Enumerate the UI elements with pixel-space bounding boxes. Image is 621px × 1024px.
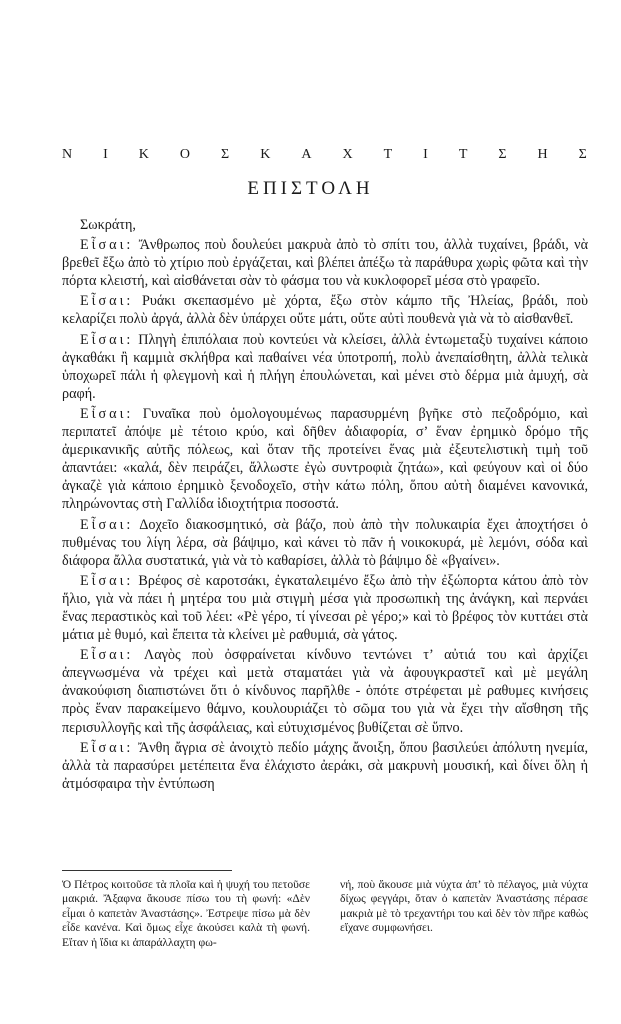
author-letter: Ι — [103, 147, 108, 162]
paragraph-lead: Εἶσαι: — [80, 405, 134, 422]
letter-paragraph — [62, 572, 588, 644]
footnote-left-column: Ὁ Πέτρος κοιτοῦσε τὰ πλοῖα καὶ ἡ ψυχή του πετοῦσε μακριά. Ἄξαφνα ἄκουσε πίσω του τὴ φωνή: «Δὲν εἶμαι ὁ καπετὰν Ἀναστάσης». Ἐστρεψε πίσω μὰ δὲν εἶδε κανένα. Καὶ ὅμως εἶχε ἀκούσει καλὰ τὴ φωνή. Εἴταν ἡ ἴδια κι ἀπαράλλαχτη φω- — [62, 878, 310, 949]
paragraph-lead: Εἶσαι: — [80, 516, 134, 533]
footnote-rule — [62, 870, 232, 871]
footnotes — [62, 878, 588, 950]
paragraph-lead: Εἶσαι: — [80, 572, 134, 589]
author-letter: Η — [537, 147, 548, 162]
paragraph-text: Δοχεῖο διακοσμητικό, σὰ βάζο, ποὺ ἀπὸ τὴν πολυκαιρία ἔχει ἀποχτήσει ὁ πυθμένας του λίγη λέρα, σὰ βάψιμο, καὶ κάνει τὸ πᾶν ἡ νοικοκυρά, μὲ λεμόνι, σόδα καὶ διάφορα ἄλλα συστατικά, γιὰ νὰ τὸ καθαρίσει, ἀλλὰ τὸ βάψιμο δὲ «βγαίνει». — [62, 516, 588, 569]
letter-paragraph — [62, 405, 588, 514]
paragraph-text: Ἄνθη ἄγρια σὲ ἀνοιχτὸ πεδίο μάχης ἄνοιξη, ὅπου βασιλεύει ἀπόλυτη ηνεμία, ἀλλὰ τὰ παρασύρει μετέπειτα ἕνα ἐλάχιστο ἀεράκι, σὰ μακρυνὴ μουσική, καὶ δίνει ὅλη ἡ ἀτμόσφαιρα τὴν ἐντύπωση — [62, 739, 588, 792]
letter-body — [62, 216, 588, 795]
paragraph-text: Βρέφος σὲ καροτσάκι, ἐγκαταλειμένο ἔξω ἀπὸ τὴν ἐξώπορτα κάτου ἀπὸ τὸν ἥλιο, γιὰ νὰ πάει ἡ μητέρα του μιὰ στιγμὴ μέσα γιὰ προσωπικὴ της ἀνάγκη, καὶ περνάει ἕνας περαστικὸς καὶ τοῦ λέει: «Ρὲ γέρο, τί γίνεσαι ρὲ γέρο;» καὶ τὸ βρέφος τὸν κυττάει στὰ μάτια μὲ θυμό, καὶ ἔπειτα τὰ κλείνει μὲ ραθυμιά, σὰ γάτος. — [62, 572, 588, 644]
author-letter: Χ — [342, 147, 353, 162]
author-letter: Τ — [458, 147, 468, 162]
letter-paragraph — [62, 292, 588, 328]
paragraph-lead: Εἶσαι: — [80, 647, 134, 664]
author-letter: Κ — [138, 147, 149, 162]
paragraph-lead: Εἶσαι: — [80, 237, 134, 254]
paragraph-lead: Εἶσαι: — [80, 293, 134, 310]
paragraph-text: Γυναῖκα ποὺ ὁμολογουμένως παρασυρμένη βγῆκε στὸ πεζοδρόμιο, καὶ περιπατεῖ ἀπόψε μὲ τέτοιο κρύο, καὶ δῆθεν ἀδιαφορία, σ’ ἕναν ἐρημικὸ δρόμο τῆς ἀμερικανικῆς αὐτῆς πόλεως, καὶ ὅταν τῆς προτείνει ἕνας μιὰ ἐξευτελιστικὴ τιμὴ τοῦ ἀπαντάει: «καλά, δὲν πειράζει, ἄλλωστε ἐγὼ συντροφιὰ ζητάω», καὶ φεύγουν καὶ οἱ δύο ἀγκαζὲ γιὰ κάποιο ἐρημικὸ ξενοδοχεῖο, στὴν κάτω πόλη, ὅπου αὐτὴ διαμένει κανονικά, πληρώνοντας στὴ Γαλλίδα ἰδιοχτήτρια ποσοστά. — [62, 405, 588, 513]
paragraph-text: Ἄνθρωπος ποὺ δουλεύει μακρυὰ ἀπὸ τὸ σπίτι του, ἀλλὰ τυχαίνει, βράδι, νὰ βρεθεῖ ἔξω ἀπὸ τὸ χτίριο ποὺ ἐργάζεται, καὶ βλέπει ἀπέξω τὰ παράθυρα χωρὶς φῶτα καὶ τὴν πόρτα κλειστή, καὶ αἰσθάνεται σὰν τὸ φάσμα του νὰ κυκλοφορεῖ μέσα στὸ γραφεῖο. — [62, 237, 588, 290]
paragraph-text: Πληγὴ ἐπιπόλαια ποὺ κοντεύει νὰ κλείσει, ἀλλὰ ἐντωμεταξὺ τυχαίνει κάποιο ἀγκαθάκι ἢ καμμιὰ σκλήθρα καὶ παθαίνει νέα ὑποτροπή, πολὺ ἀνεπαίσθητη, ἀλλὰ τελικὰ ὑποχωρεῖ πάλι ἡ φλεγμονὴ καὶ ἡ πλήγη ἐπουλώνεται, καὶ μένει στὸ δέρμα μιὰ ἀμυχή, σὰ ραφή. — [62, 331, 588, 402]
author-letter: Α — [301, 147, 312, 162]
author-letter: Σ — [578, 147, 587, 162]
author-letter: Κ — [260, 147, 271, 162]
author-letter: Σ — [498, 147, 507, 162]
author-letter: Σ — [221, 147, 230, 162]
letter-paragraph — [62, 236, 588, 290]
paragraph-lead: Εἶσαι: — [80, 331, 134, 348]
footnote-right-column: νή, ποὺ ἄκουσε μιὰ νύχτα ἀπ’ τὸ πέλαγος, μιὰ νύχτα δίχως φεγγάρι, ὅταν ὁ καπετὰν Ἀναστάσης πέρασε μακριὰ μὲ τὸ τρεχαντήρι του καὶ δὲν τὸν πῆρε καθὼς εἴχανε συμφωνήσει. — [340, 878, 588, 935]
author-name — [62, 147, 587, 163]
letter-paragraph — [62, 646, 588, 736]
author-letter: Τ — [383, 147, 393, 162]
letter-paragraph — [62, 739, 588, 793]
author-letter: Ο — [179, 147, 191, 162]
paragraph-text: Λαγὸς ποὺ ὀσφραίνεται κίνδυνο τεντώνει τ’ αὐτιά του καὶ ἀρχίζει ἀπεγνωσμένα νὰ τρέχει καὶ μετὰ σταματάει γιὰ νὰ ἀφουγκραστεῖ καὶ μὲ μεγάλη ἀνακούφιση διαπιστώνει ὅτι ὁ κίνδυνος παρῆλθε - ὁπότε στρέφεται μὲ ραθυμες κινήσεις πρὸς ἕναν παρακείμενο θάμνο, κουλουριάζει τὸ σῶμα του γιὰ νὰ ἔχει τὴν αἴσθηση τῆς περισυλλογῆς καὶ τῆς ἀσφάλειας, καὶ εὐτυχισμένος βυθίζεται σὲ ὕπνο. — [62, 647, 588, 736]
paragraph-lead: Εἶσαι: — [80, 739, 134, 756]
letter-paragraph — [62, 331, 588, 403]
letter-paragraph — [62, 516, 588, 570]
paragraph-list — [62, 236, 588, 793]
author-letter: Ι — [423, 147, 428, 162]
salutation: Σωκράτη, — [80, 217, 136, 233]
page-title: ΕΠΙΣΤΟΛΗ — [247, 178, 374, 199]
author-letter: Ν — [62, 147, 73, 162]
paragraph-text: Ρυάκι σκεπασμένο μὲ χόρτα, ἔξω στὸν κάμπο τῆς Ἠλείας, βράδι, ποὺ κελαρίζει πολὺ ἀργά, ἀλλὰ δὲν ὑπάρχει οὔτε μάτι, οὔτε αὐτὶ πουθενὰ γιὰ νὰ τὸ αἰσθανθεῖ. — [62, 293, 588, 328]
